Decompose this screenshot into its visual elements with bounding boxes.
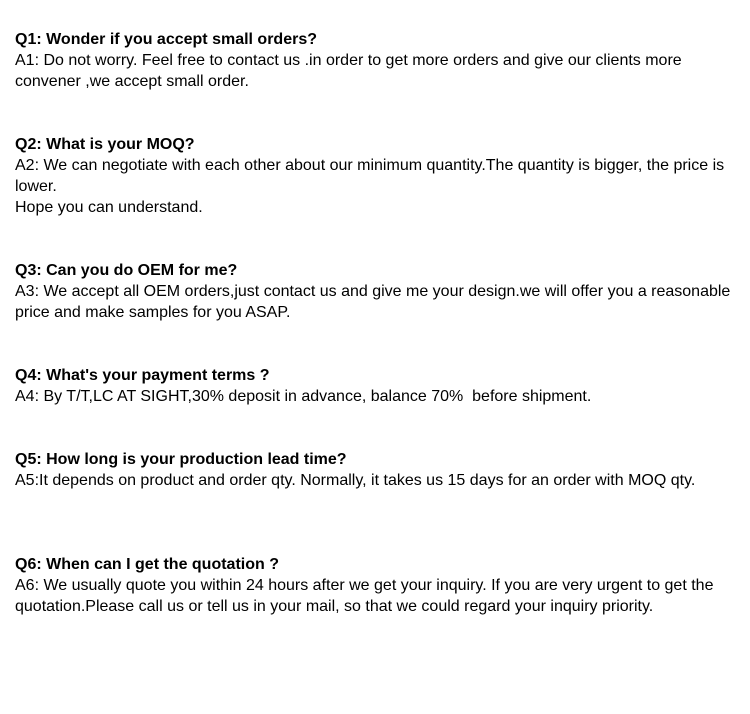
faq-answer-2-line-1: A2: We can negotiate with each other about our minimum quantity.The quantity is bigger, the price is lower. — [15, 157, 725, 195]
faq-question-1: Q1: Wonder if you accept small orders? — [15, 31, 317, 48]
faq-answer-4 — [15, 386, 739, 407]
faq-answer-3-line-1: A3: We accept all OEM orders,just contact us and give me your design.we will offer you a reasonable price and make samples for you ASAP. — [15, 283, 731, 321]
faq-item-4 — [15, 365, 739, 449]
faq-answer-2 — [15, 155, 739, 218]
faq-question-2: Q2: What is your MOQ? — [15, 136, 195, 153]
faq-question-5: Q5: How long is your production lead time? — [15, 451, 347, 468]
faq-question-4: Q4: What's your payment terms ? — [15, 367, 270, 384]
faq-item-3 — [15, 260, 739, 365]
faq-item-5 — [15, 449, 739, 554]
faq-answer-5-line-1: A5:It depends on product and order qty. Normally, it takes us 15 days for an order with MOQ qty. — [15, 472, 696, 489]
faq-item-6 — [15, 554, 739, 659]
faq-question-6: Q6: When can I get the quotation ? — [15, 556, 279, 573]
faq-answer-3 — [15, 281, 739, 323]
faq-answer-1-line-1: A1: Do not worry. Feel free to contact us .in order to get more orders and give our clients more convener ,we accept small order. — [15, 52, 682, 90]
faq-answer-4-line-1: A4: By T/T,LC AT SIGHT,30% deposit in advance, balance 70% before shipment. — [15, 388, 592, 405]
faq-question-3: Q3: Can you do OEM for me? — [15, 262, 238, 279]
faq-answer-2-line-2: Hope you can understand. — [15, 199, 203, 216]
faq-item-1 — [15, 29, 739, 134]
faq-answer-5 — [15, 470, 739, 491]
faq-answer-1 — [15, 50, 739, 92]
faq-answer-6-line-1: A6: We usually quote you within 24 hours after we get your inquiry. If you are very urgent to get the quotation.Please call us or tell us in your mail, so that we could regard your inquiry priority. — [15, 577, 714, 615]
faq-list — [15, 29, 739, 659]
faq-answer-6 — [15, 575, 739, 617]
faq-item-2 — [15, 134, 739, 260]
